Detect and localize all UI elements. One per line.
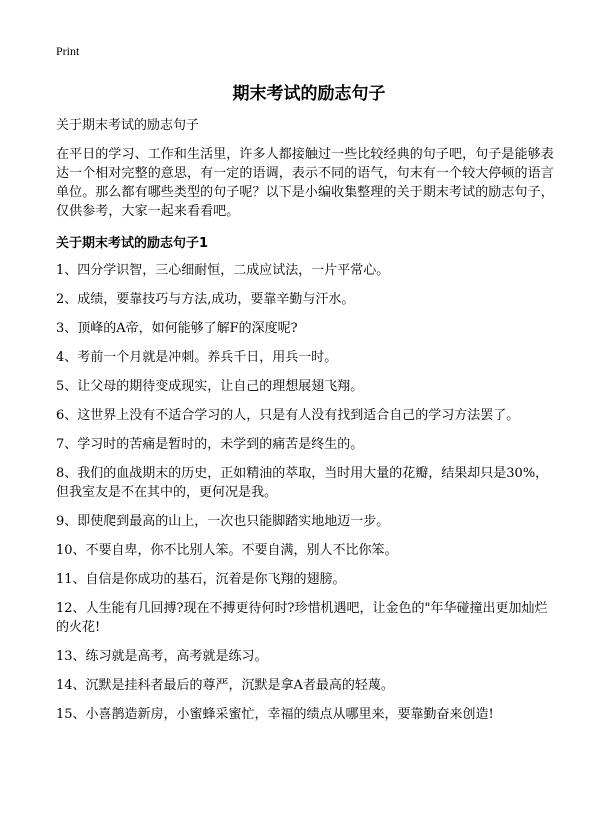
quote-list	[56, 261, 562, 724]
list-item: 1、四分学识智，三心细耐恒，二成应试法，一片平常心。	[56, 263, 390, 278]
list-item: 8、我们的血战期末的历史，正如精油的萃取，当时用大量的花瓣，结果却只是30%，但我室友是不在其中的，更何况是我。	[56, 466, 549, 500]
list-item: 10、不要自卑，你不比别人笨。不要自满，别人不比你笨。	[56, 543, 398, 558]
page-title: 期末考试的励志句子	[232, 84, 386, 104]
list-item: 4、考前一个月就是冲刺。养兵千日，用兵一时。	[56, 350, 338, 365]
list-item: 11、自信是你成功的基石，沉着是你飞翔的翅膀。	[56, 572, 346, 587]
intro-subtitle: 关于期末考试的励志句子	[56, 118, 200, 133]
list-item: 5、让父母的期待变成现实，让自己的理想展翅飞翔。	[56, 379, 364, 394]
list-item: 13、练习就是高考，高考就是练习。	[56, 649, 268, 664]
section-heading: 关于期末考试的励志句子1	[56, 236, 209, 251]
list-item: 2、成绩，要靠技巧与方法,成功，要靠辛勤与汗水。	[56, 292, 355, 307]
print-link[interactable]: Print	[56, 44, 80, 58]
list-item: 7、学习时的苦痛是暂时的，未学到的痛苦是终生的。	[56, 437, 364, 452]
list-item: 6、这世界上没有不适合学习的人，只是有人没有找到适合自己的学习方法罢了。	[56, 408, 520, 423]
list-item: 15、小喜鹊造新房，小蜜蜂采蜜忙，幸福的绩点从哪里来，要靠勤奋来创造!	[56, 707, 494, 722]
list-item: 3、顶峰的A帝，如何能够了解F的深度呢?	[56, 321, 298, 336]
list-item: 9、即使爬到最高的山上，一次也只能脚踏实地地迈一步。	[56, 514, 390, 529]
list-item: 14、沉默是挂科者最后的尊严，沉默是拿A者最高的轻蔑。	[56, 678, 394, 693]
list-item: 12、人生能有几回搏?现在不搏更待何时?珍惜机遇吧，让金色的"年华碰撞出更加灿烂的火花!	[56, 601, 548, 635]
intro-paragraph: 在平日的学习、工作和生活里，许多人都接触过一些比较经典的句子吧，句子是能够表达一个相对完整的意思，有一定的语调，表示不同的语气，句末有一个较大停顿的语言单位。那么都有哪些类型的句子呢？以下是小编收集整理的关于期末考试的励志句子，仅供参考，大家一起来看看吧。	[56, 147, 554, 219]
